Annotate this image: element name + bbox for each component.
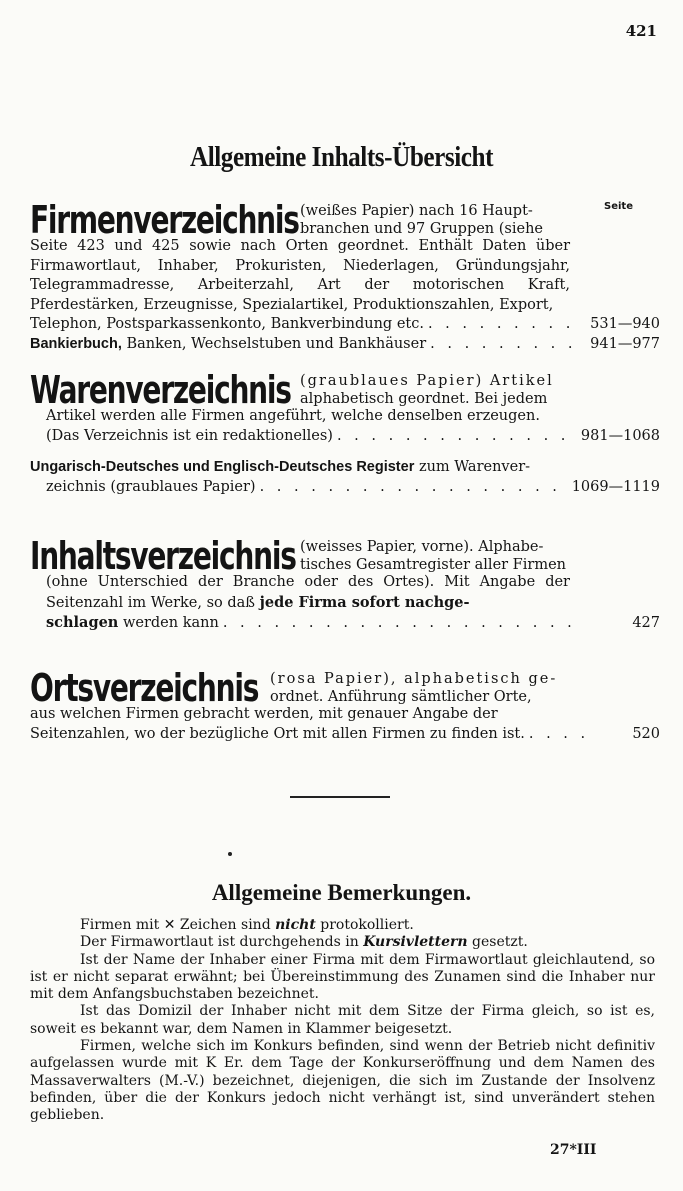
page-title: Allgemeine Inhalts-Übersicht	[189, 142, 494, 173]
head-line-2: ordnet. Anführung sämtlicher Orte,	[270, 689, 532, 705]
remark-paragraph	[30, 917, 655, 934]
warenverzeichnis-entry	[30, 427, 660, 447]
head-line-1: (rosa Papier), alphabetisch ge-	[270, 671, 558, 687]
remark-paragraph: Ist das Domizil der Inhaber nicht mit dem Sitze der Firma gleich, so ist es, soweit es bekannt war, dem Namen in Klammer beigesetzt.	[30, 1003, 655, 1037]
bankierbuch-entry	[30, 335, 660, 355]
head-line-2: branchen und 97 Gruppen (siehe	[300, 221, 543, 237]
register-line	[30, 458, 660, 478]
remarks-body	[30, 917, 655, 1125]
leader-dots	[260, 478, 568, 498]
remark-text: Der Firmawortlaut ist durchgehends in	[80, 934, 359, 951]
print-dot	[228, 852, 232, 856]
entry-label	[30, 335, 426, 355]
body-bold: jede Firma sofort nachge-	[259, 593, 470, 611]
section-divider	[290, 796, 390, 798]
inhaltsverzeichnis-body	[30, 573, 570, 613]
signature-mark: 27*III	[550, 1142, 597, 1158]
firmenverzeichnis-heading: Firmenverzeichnis	[30, 198, 299, 242]
leader-dots	[428, 315, 584, 335]
leader-dots	[223, 614, 584, 634]
remark-text: protokolliert.	[320, 917, 414, 933]
body-text: (ohne Unterschied der Branche oder des Ortes). Mit Angabe der Seitenzahl im Werke, so daß	[46, 574, 570, 611]
leader-dots	[529, 725, 584, 745]
remark-text: gesetzt.	[472, 934, 528, 951]
head-line-1: (graublaues Papier) Artikel	[300, 373, 554, 389]
page-number: 421	[625, 22, 657, 40]
head-line-1: (weisses Papier, vorne). Alphabe-	[300, 539, 544, 555]
ortsverzeichnis-heading: Ortsverzeichnis	[30, 666, 259, 710]
seite-label: Seite	[604, 201, 633, 212]
page-range: 531—940	[590, 316, 660, 332]
page-range: 941—977	[590, 335, 660, 352]
page-range: 520	[632, 725, 660, 742]
entry-label: Telephon, Postsparkassenkonto, Bankverbindung etc.	[30, 316, 424, 332]
ortsverzeichnis-section	[30, 668, 660, 744]
head-line-1: (weißes Papier) nach 16 Haupt-	[300, 203, 533, 219]
firmenverzeichnis-body: Seite 423 und 425 sowie nach Orten geordnet. Enthält Daten über Firmawortlaut, Inhaber, Prokuristen, Niederlagen, Gründungsjahr, Telegrammadresse, Arbeiterzahl, Art der motorischen Kraft, Pferdestärken, Erzeugnisse, Spezialartikel, Produktionszahlen, Export,	[30, 238, 570, 313]
remark-emphasis: nicht	[275, 917, 316, 933]
entry-label: zeichnis (graublaues Papier)	[46, 478, 256, 495]
remark-emphasis: Kursivlettern	[363, 934, 468, 951]
remarks-title: Allgemeine Bemerkungen.	[211, 880, 472, 905]
entry-text: werden kann	[122, 615, 219, 631]
warenverzeichnis-heading: Warenverzeichnis	[30, 368, 291, 412]
leader-dots	[337, 427, 577, 447]
remark-paragraph: Ist der Name der Inhaber einer Firma mit dem Firmawortlaut gleichlautend, so ist er nicht separat erwähnt; bei Übereinstimmung des Zunamen sind die Inhaber nur mit dem Anfangsbuchstaben bezeichnet.	[30, 951, 655, 1003]
firmenverzeichnis-entry	[30, 315, 660, 335]
page-range: 981—1068	[580, 427, 660, 444]
warenverzeichnis-section	[30, 370, 660, 446]
remark-paragraph	[30, 934, 655, 951]
head-line-2: alphabetisch geordnet. Bei jedem	[300, 391, 548, 407]
entry-label: Seitenzahlen, wo der bezügliche Ort mit allen Firmen zu finden ist.	[30, 725, 525, 742]
page-range: 427	[632, 615, 660, 631]
remark-text: Firmen mit ✕ Zeichen sind	[80, 917, 271, 933]
register-heading: Ungarisch-Deutsches und Englisch-Deutsches Register	[30, 459, 415, 475]
bankierbuch-heading: Bankierbuch,	[30, 335, 122, 352]
head-line-2: tisches Gesamtregister aller Firmen	[300, 557, 566, 573]
entry-label: (Das Verzeichnis ist ein redaktionelles)	[46, 427, 333, 444]
inhaltsverzeichnis-heading: Inhaltsverzeichnis	[30, 534, 296, 578]
ortsverzeichnis-body: aus welchen Firmen gebracht werden, mit genauer Angabe der	[30, 706, 498, 722]
register-section	[30, 458, 660, 497]
register-entry	[30, 478, 660, 498]
warenverzeichnis-head-text	[300, 370, 554, 408]
inhaltsverzeichnis-head-text	[300, 536, 566, 574]
entry-label	[46, 613, 219, 634]
warenverzeichnis-body: Artikel werden alle Firmen angeführt, welche denselben erzeugen.	[46, 408, 540, 424]
remark-paragraph: Firmen, welche sich im Konkurs befinden, sind wenn der Betrieb nicht definitiv aufgelassen wurde mit K Er. dem Tage der Konkurseröffnung und dem Namen des Massaverwalters (M.-V.) bezeichnet, diejenigen, die sich im Zustande der Insolvenz befinden, über die der Konkurs jedoch nicht verhängt ist, sind unverändert stehen geblieben.	[30, 1038, 655, 1124]
firmenverzeichnis-section	[30, 200, 660, 354]
bankierbuch-text: Banken, Wechselstuben und Bankhäuser	[126, 335, 427, 352]
inhaltsverzeichnis-entry	[30, 613, 660, 634]
register-text: zum Warenver-	[418, 459, 531, 475]
inhaltsverzeichnis-section	[30, 536, 660, 634]
page-range: 1069—1119	[571, 478, 660, 495]
leader-dots	[430, 335, 584, 355]
ortsverzeichnis-head-text	[270, 668, 557, 706]
firmenverzeichnis-head-text	[300, 200, 543, 238]
ortsverzeichnis-entry	[30, 725, 660, 745]
entry-bold: schlagen	[46, 614, 119, 631]
